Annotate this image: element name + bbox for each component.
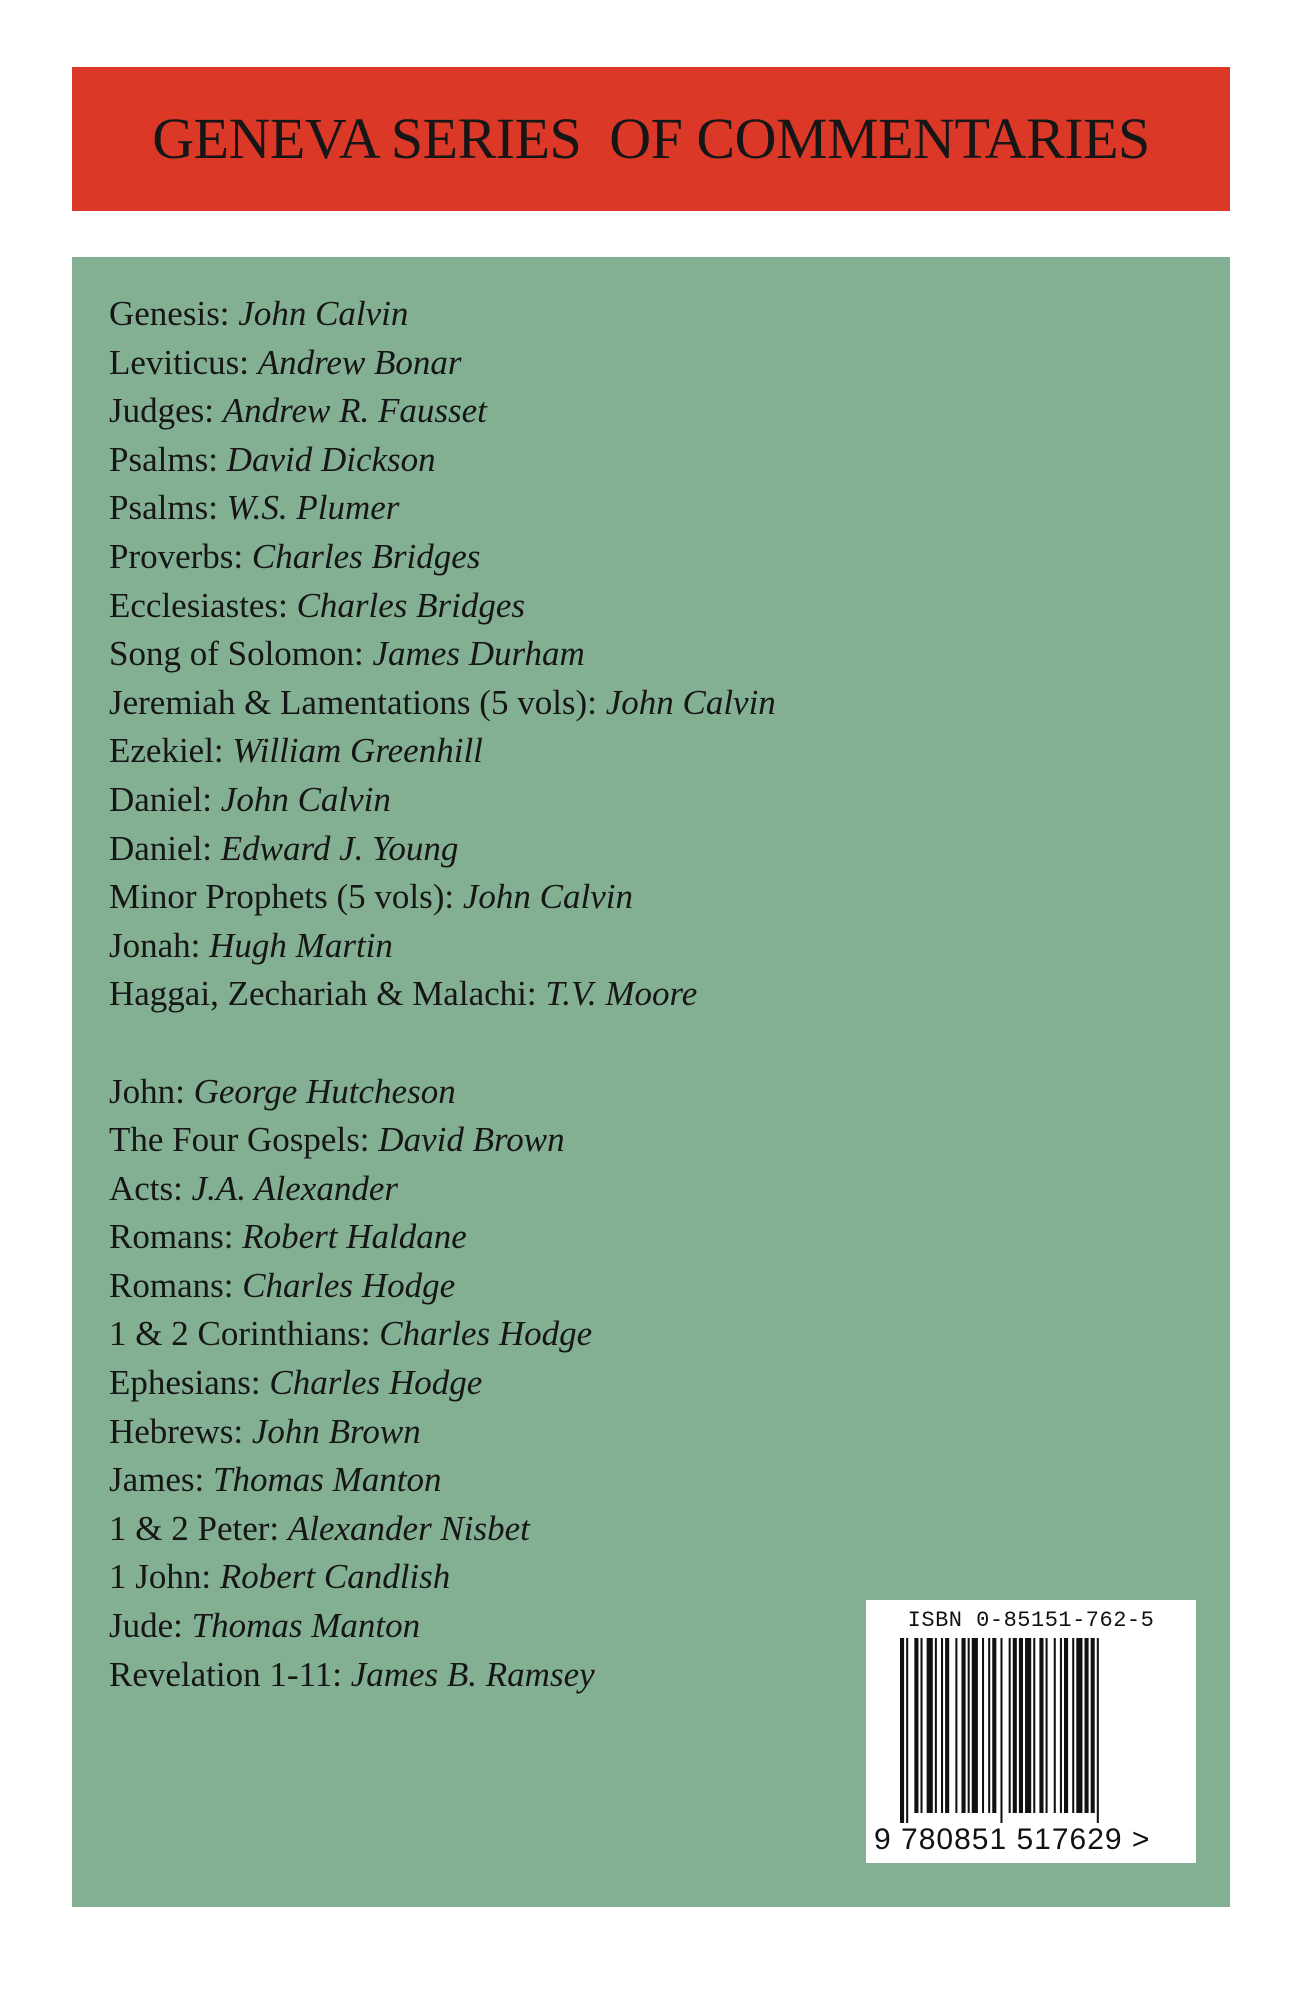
barcode-bar [968, 1638, 970, 1813]
barcode-bar [1091, 1638, 1095, 1813]
new-testament-entry [109, 1359, 776, 1408]
book-name: James: [109, 1460, 205, 1500]
book-name: Genesis: [109, 294, 230, 333]
new-testament-entry [109, 1456, 776, 1505]
barcode-bar [982, 1638, 984, 1813]
book-name: Judges: [109, 391, 214, 431]
barcode-bar [1054, 1638, 1056, 1813]
old-testament-entry [109, 970, 776, 1019]
author-name: John Brown [251, 1411, 421, 1451]
new-testament-entry [109, 1213, 776, 1262]
new-testament-entry [109, 1310, 776, 1359]
author-name: W.S. Plumer [226, 488, 400, 528]
barcode-bar [1097, 1638, 1099, 1823]
old-testament-entry [109, 484, 776, 533]
book-name: Romans: [109, 1265, 234, 1305]
book-name: Daniel: [109, 779, 213, 819]
book-name: The Four Gospels: [109, 1120, 370, 1160]
new-testament-entry [109, 1408, 776, 1457]
old-testament-entry [109, 873, 776, 922]
book-name: 1 & 2 Peter: [109, 1508, 280, 1548]
barcode-bar [1039, 1638, 1043, 1813]
author-name: John Calvin [220, 779, 391, 819]
book-name: Ephesians: [109, 1363, 261, 1403]
barcode-bar [921, 1638, 923, 1813]
book-name: Song of Solomon: [109, 634, 364, 674]
new-testament-entry [109, 1553, 776, 1602]
barcode-bar [988, 1638, 990, 1813]
author-name: John Calvin [605, 682, 776, 722]
barcode-bar [1072, 1638, 1074, 1813]
barcode-bar [1009, 1638, 1011, 1813]
author-name: Robert Haldane [242, 1217, 467, 1257]
book-name: John: [109, 1071, 185, 1111]
old-testament-list [109, 290, 776, 1699]
author-name: Thomas Manton [213, 1460, 442, 1500]
barcode-bar [955, 1638, 957, 1813]
old-testament-entry [109, 727, 776, 776]
old-testament-entry [109, 387, 776, 436]
barcode-bar [1033, 1638, 1035, 1813]
barcode-bar [992, 1638, 996, 1813]
author-name: Andrew Bonar [257, 342, 462, 382]
new-testament-entry [109, 1068, 776, 1117]
author-name: David Dickson [226, 439, 436, 479]
author-name: Charles Bridges [296, 585, 526, 625]
author-name: Charles Bridges [251, 536, 481, 576]
old-testament-entry [109, 290, 776, 339]
barcode-bars [900, 1638, 1170, 1823]
author-name: Thomas Manton [191, 1606, 421, 1646]
author-name: Edward J. Young [220, 828, 459, 868]
author-name: Robert Candlish [219, 1557, 451, 1597]
new-testament-entry [109, 1651, 776, 1700]
book-name: Jude: [109, 1606, 183, 1646]
new-testament-entry [109, 1262, 776, 1311]
book-name: Daniel: [109, 828, 213, 868]
barcode-bar [900, 1638, 904, 1823]
barcode-bar [1076, 1638, 1082, 1813]
old-testament-entry [109, 436, 776, 485]
author-name: John Calvin [462, 877, 634, 917]
barcode-bar [1060, 1638, 1062, 1813]
book-name: Minor Prophets (5 vols): [109, 877, 455, 917]
old-testament-entry [109, 776, 776, 825]
book-name: Acts: [109, 1168, 183, 1208]
book-name: Romans: [109, 1217, 234, 1257]
isbn-label: ISBN 0-85151-762-5 [907, 1608, 1155, 1633]
author-name: James B. Ramsey [350, 1654, 595, 1694]
title-banner [72, 67, 1230, 211]
old-testament-entry [109, 679, 776, 728]
book-name: Hebrews: [109, 1411, 244, 1451]
book-name: Psalms: [109, 488, 218, 528]
book-name: Haggai, Zechariah & Malachi: [109, 974, 537, 1014]
barcode-bar [945, 1638, 949, 1813]
barcode-bar [1019, 1638, 1023, 1813]
barcode-bar [941, 1638, 943, 1813]
author-name: Andrew R. Fausset [222, 391, 487, 431]
old-testament-entry [109, 922, 776, 971]
book-name: 1 John: [109, 1557, 212, 1597]
old-testament-entry [109, 533, 776, 582]
book-name: Leviticus: [109, 342, 249, 382]
old-testament-entry [109, 630, 776, 679]
author-name: Charles Hodge [269, 1363, 483, 1403]
old-testament-entry [109, 582, 776, 631]
author-name: David Brown [378, 1120, 565, 1160]
new-testament-entry [109, 1165, 776, 1214]
barcode-box [866, 1600, 1196, 1863]
author-name: Hugh Martin [209, 925, 393, 965]
barcode-bar [1013, 1638, 1017, 1813]
barcode-bar [962, 1638, 966, 1813]
barcode-bar [1085, 1638, 1089, 1813]
book-name: Proverbs: [109, 536, 244, 576]
barcode-bar [935, 1638, 937, 1813]
barcode-bar [1000, 1638, 1002, 1823]
series-title: GENEVA SERIES OF COMMENTARIES [152, 106, 1150, 171]
barcode-bar [1064, 1638, 1068, 1813]
book-name: Ezekiel: [109, 731, 224, 771]
book-name: Jonah: [109, 925, 201, 965]
new-testament-entry [109, 1505, 776, 1554]
barcode-bar [914, 1638, 918, 1813]
author-name: Alexander Nisbet [287, 1508, 530, 1548]
author-name: George Hutcheson [193, 1071, 456, 1111]
book-name: 1 & 2 Corinthians: [109, 1314, 371, 1354]
author-name: Charles Hodge [379, 1314, 593, 1354]
author-name: J.A. Alexander [191, 1168, 399, 1208]
barcode-bar [927, 1638, 933, 1813]
barcode-bar [1046, 1638, 1048, 1813]
old-testament-entry [109, 825, 776, 874]
barcode-bar [906, 1638, 908, 1823]
new-testament-entry [109, 1116, 776, 1165]
book-name: Ecclesiastes: [109, 585, 288, 625]
old-testament-entry [109, 339, 776, 388]
commentary-list-panel [72, 257, 1230, 1907]
author-name: John Calvin [238, 294, 409, 333]
barcode-bar [1025, 1638, 1031, 1813]
author-name: James Durham [372, 634, 585, 674]
author-name: William Greenhill [232, 731, 483, 771]
new-testament-entry [109, 1602, 776, 1651]
author-name: Charles Hodge [242, 1265, 456, 1305]
book-name: Revelation 1-11: [109, 1654, 342, 1694]
author-name: T.V. Moore [545, 974, 698, 1014]
barcode-bar [972, 1638, 978, 1813]
book-name: Psalms: [109, 439, 218, 479]
book-name: Jeremiah & Lamentations (5 vols): [109, 682, 597, 722]
barcode-digits: 9 780851 517629 > [874, 1823, 1151, 1856]
